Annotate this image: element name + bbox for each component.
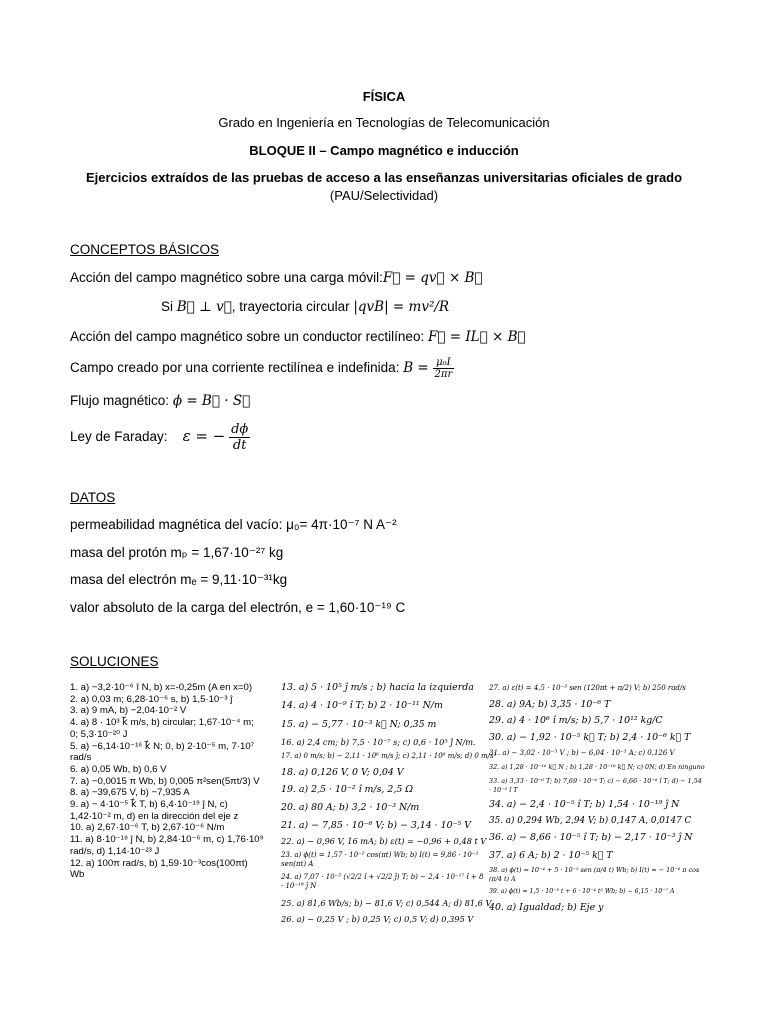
solution-line: 4. a) 8 · 10³ k⃗ m/s, b) circular; 1,67·10⁻⁴ m;: [70, 717, 254, 729]
solution-36: 36. a) − 8,66 · 10⁻⁵ î T; b) − 2,17 · 10⁻³ ĵ N: [489, 832, 693, 843]
magnetic-flux-line: [70, 393, 250, 409]
solution-line: 11. a) 8·10⁻¹⁸ ĵ N, b) 2,84·10⁻⁶ m, c) 1,76·10⁹: [70, 834, 264, 846]
lorentz-label: Acción del campo magnético sobre una carga móvil:: [70, 270, 383, 285]
solution-17: 17. a) 0 m/s; b) − 2,11 · 10⁶ m/s ĵ; c) 2,11 · 10⁶ m/s; d) 0 m/s²: [281, 752, 497, 760]
solution-16: 16. a) 2,4 cm; b) 7,5 · 10⁻⁷ s; c) 0,6 · 10⁵ ĵ N/m.: [281, 737, 476, 747]
solution-35: 35. a) 0,294 Wb, 2,94 V; b) 0,147 A, 0,0147 C: [489, 816, 692, 826]
solution-40: 40. a) Igualdad; b) Eje y: [489, 902, 604, 913]
solution-line: 6. a) 0,05 Wb, b) 0,6 V: [70, 763, 167, 775]
solution-line: 2. a) 0,03 m; 6,28·10⁻⁶ s, b) 1,5·10⁻³ ĵ: [70, 693, 233, 705]
solution-29: 29. a) 4 · 10⁶ î m/s; b) 5,7 · 10¹² kg/C: [489, 715, 663, 726]
solutions-column-1: [70, 682, 276, 881]
solution-line: 7. a) −0,0015 π Wb, b) 0,005 π²sen(5πt/3) V: [70, 775, 260, 787]
solution-21: 21. a) − 7,85 · 10⁻⁶ V; b) − 3,14 · 10⁻⁵ V: [281, 820, 472, 831]
wire-lhs: B =: [403, 360, 429, 377]
vacuum-permeability: permeabilidad magnética del vacío: μ₀= 4π·10⁻⁷ N A⁻²: [70, 517, 397, 532]
solution-30: 30. a) − 1,92 · 10⁻⁵ k⃗ T; b) 2,4 · 10⁻⁶ k⃗ T: [489, 732, 691, 743]
flux-formula: ϕ = B⃗ · S⃗: [172, 393, 251, 409]
solution-23: 23. a) ϕ(t) = 1,57 · 10⁻² cos(πt) Wb; b) I(t) = 9,86 · 10⁻² sen(πt) A: [281, 851, 479, 868]
solution-14: 14. a) 4 · 10⁻⁹ î T; b) 2 · 10⁻¹¹ N/m: [281, 700, 443, 711]
subject-title: FÍSICA: [362, 89, 406, 104]
electron-charge: valor absoluto de la carga del electrón, e = 1,60·10⁻¹⁹ C: [70, 600, 406, 615]
concepts-heading: CONCEPTOS BÁSICOS: [70, 242, 220, 257]
solution-38: 38. a) ϕ(t) = 10⁻⁴ + 5 · 10⁻⁵ sen (π/4 t) Wb; b) I(t) = − 10⁻⁶ π cos (π/4 t) A: [489, 866, 700, 883]
solution-19: 19. a) 2,5 · 10⁻² î m/s, 2,5 Ω: [281, 784, 414, 795]
exercises-subtitle: Ejercicios extraídos de las pruebas de acceso a las enseñanzas universitarias oficiales de grado: [85, 170, 683, 185]
electron-mass: masa del electrón mₑ = 9,11·10⁻³¹kg: [70, 572, 288, 587]
solution-line: Wb: [70, 869, 85, 881]
conductor-force-line: [70, 329, 526, 345]
solution-20: 20. a) 80 A; b) 3,2 · 10⁻³ N/m: [281, 802, 420, 813]
degree-name: Grado en Ingeniería en Tecnologías de Telecomunicación: [218, 115, 550, 130]
solution-line: 8. a) −39,675 V, b) −7,935 A: [70, 787, 190, 799]
wire-field-line: [70, 357, 454, 380]
faraday-fraction: [229, 422, 250, 453]
solution-line: 1. a) −3,2·10⁻⁶ î N, b) x=-0,25m (A en x=0): [70, 682, 253, 693]
wire-label: Campo creado por una corriente rectilínea e indefinida:: [70, 360, 400, 376]
solution-line: 1,42·10⁻² m, d) en la dirección del eje z: [70, 810, 239, 822]
proton-mass: masa del protón mₚ = 1,67·10⁻²⁷ kg: [70, 545, 284, 560]
circular-motion-line: [161, 299, 449, 315]
solution-34: 34. a) − 2,4 · 10⁻⁵ î T; b) 1,54 · 10⁻¹⁹ ĵ N: [489, 799, 680, 810]
block-title: BLOQUE II – Campo magnético e inducción: [249, 143, 519, 158]
solution-28: 28. a) 9A; b) 3,35 · 10⁻⁶ T: [489, 699, 611, 710]
conductor-label: Acción del campo magnético sobre un conductor rectilíneo:: [70, 329, 425, 344]
solution-line: 12. a) 100π rad/s, b) 1,59·10⁻³cos(100πt): [70, 857, 248, 869]
data-heading: DATOS: [70, 490, 116, 505]
lorentz-force-line: [70, 270, 483, 286]
solution-32: 32. a) 1,28 · 10⁻¹⁶ k⃗ N ; b) 1,28 · 10⁻¹⁶ k⃗ N; c) 0N; d) En ninguno: [489, 763, 705, 771]
exercises-source: (PAU/Selectividad): [329, 188, 439, 203]
solution-15: 15. a) − 5,77 · 10⁻³ k⃗ N; 0,35 m: [281, 719, 437, 730]
conductor-formula: F⃗ = IL⃗ × B⃗: [427, 329, 526, 345]
faraday-denominator: dt: [232, 438, 247, 453]
solution-18: 18. a) 0,126 V, 0 V; 0,04 V: [281, 767, 404, 778]
solution-25: 25. a) 81,6 Wb/s; b) − 81,6 V; c) 0,544 A; d) 81,6 V: [281, 898, 492, 908]
perpendicular-condition: B⃗ ⊥ v⃗: [176, 299, 232, 315]
solution-line: 3. a) 9 mA, b) −2,04·10⁻² V: [70, 705, 187, 717]
solution-line: 0; 5,3·10⁻²⁰ J: [70, 728, 128, 740]
flux-label: Flujo magnético:: [70, 393, 170, 408]
wire-numerator: μ₀I: [433, 357, 455, 369]
solution-22: 22. a) − 0,96 V, 16 mA; b) ε(t) = −0,96 + 0,48 t V: [281, 836, 487, 846]
solution-37: 37. a) 6 A; b) 2 · 10⁻⁵ k⃗ T: [489, 850, 613, 861]
solution-line: 5. a) −6,14·10⁻¹⁶ k⃗ N; 0, b) 2·10⁻⁵ m, 7·10⁷: [70, 740, 255, 752]
solution-24: 24. a) 7,07 · 10⁻⁵ (√2/2 î + √2/2 ĵ) T; b) − 2,4 · 10⁻¹⁷ î + 8 · 10⁻¹⁸ ĵ N: [281, 873, 484, 890]
solution-line: rad/s, d) 1,14·10⁻²³ J: [70, 845, 160, 857]
faraday-label: Ley de Faraday:: [70, 429, 168, 445]
solution-26: 26. a) − 0,25 V ; b) 0,25 V; c) 0,5 V; d) 0,395 V: [281, 914, 474, 924]
faraday-lhs: ε = −: [182, 427, 226, 446]
faraday-numerator: dϕ: [231, 422, 249, 437]
circular-radius-formula: |qvB| = mv²/R: [353, 299, 450, 315]
circular-text: , trayectoria circular: [231, 299, 354, 314]
solution-27: 27. a) ε(t) = 4,5 · 10⁻³ sen (120πt + π/2) V; b) 250 rad/s: [489, 684, 686, 692]
solution-13: 13. a) 5 · 10⁵ ĵ m/s ; b) hacia la izquierda: [281, 682, 474, 693]
solution-line: 10. a) 2,67·10⁻⁶ T, b) 2,67·10⁻⁶ N/m: [70, 822, 225, 834]
solution-line: 9. a) − 4·10⁻⁵ k⃗ T, b) 6,4·10⁻¹⁹ ĵ N, c): [70, 799, 228, 811]
solution-31: 31. a) − 3,02 · 10⁻³ V ; b) − 6,04 · 10⁻³ A; c) 0,126 V: [489, 749, 675, 757]
faraday-line: [70, 422, 250, 453]
circular-prefix: Si: [161, 299, 177, 314]
solution-33: 33. a) 3,33 · 10⁻⁶ T; b) 7,69 · 10⁻⁶ T; c) − 6,66 · 10⁻⁶ î T; d) − 1,54 · 10⁻⁵ î T: [489, 777, 702, 794]
solution-line: rad/s: [70, 752, 92, 764]
solution-39: 39. a) ϕ(t) = 1,5 · 10⁻³ t + 6 · 10⁻⁴ t² Wb; b) − 6,15 · 10⁻⁷ A: [489, 888, 675, 895]
wire-fraction: [433, 357, 455, 380]
solutions-heading: SOLUCIONES: [70, 654, 159, 669]
lorentz-formula: F⃗ = qv⃗ × B⃗: [382, 270, 483, 286]
wire-denominator: 2πr: [434, 369, 453, 380]
